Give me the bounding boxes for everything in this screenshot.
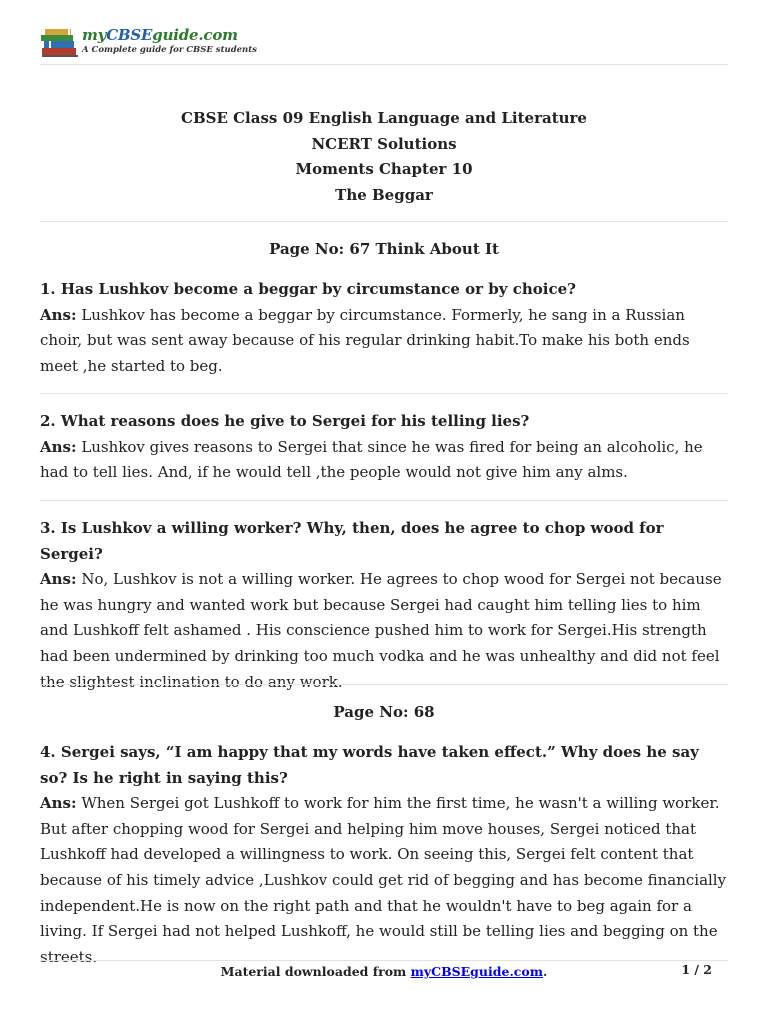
answer-4 [40, 791, 728, 970]
logo-tagline: A Complete guide for CBSE students [82, 45, 257, 55]
footer-divider [40, 960, 728, 961]
question-1: 1. Has Lushkov become a beggar by circumstance or by choice? [40, 280, 576, 298]
section-divider [40, 500, 728, 501]
answer-text: Lushkov has become a beggar by circumstance. Formerly, he sang in a Russian choir, but was sent away because of his regular drinking habit.To make his both ends meet ,he started to beg. [40, 305, 690, 375]
page-header [40, 26, 728, 62]
title-line-1: CBSE Class 09 English Language and Literature [181, 109, 587, 127]
title-line-2: NCERT Solutions [311, 134, 457, 153]
title-line-4: The Beggar [335, 185, 433, 204]
answer-2 [40, 435, 728, 486]
document-title [40, 106, 728, 208]
answer-text: No, Lushkov is not a willing worker. He agrees to chop wood for Sergei not because he was hungry and wanted work but because Sergei had caught him telling lies to him and Lushkoff felt ashamed . His conscience pushed him to work for Sergei.His strength had been undermined by drinking too much vodka and he was unhealthy and did not feel the slightest inclination to do any work. [40, 570, 722, 691]
document-page [40, 0, 728, 1024]
page-67-heading: Page No: 67 Think About It [269, 240, 499, 258]
question-block-3 [40, 516, 728, 695]
answer-label: Ans: [40, 305, 77, 324]
question-block-4 [40, 740, 728, 970]
answer-1 [40, 303, 728, 380]
question-3: 3. Is Lushkov a willing worker? Why, then, does he agree to chop wood for Sergei? [40, 519, 664, 563]
site-logo[interactable] [40, 26, 257, 62]
question-block-2 [40, 409, 728, 486]
header-divider [40, 64, 728, 65]
answer-text: When Sergei got Lushkoff to work for him the first time, he wasn't a willing worker. But after chopping wood for Sergei and helping him move houses, Sergei noticed that Lushkoff had developed a willingness to work. On seeing this, Sergei felt content that because of his timely advice ,Lushkov could get rid of begging and has become financially independent.He is now on the right path and that he wouldn't have to beg again for a living. If Sergei had not helped Lushkoff, he would still be telling lies and begging on the streets. [40, 794, 727, 966]
books-icon [40, 26, 80, 60]
logo-title: myCBSEguide.com [82, 26, 238, 44]
title-line-3: Moments Chapter 10 [295, 160, 473, 178]
footer-material-note: Material downloaded from myCBSEguide.com. [220, 964, 548, 979]
answer-label: Ans: [40, 437, 77, 456]
section-divider [40, 393, 728, 394]
section-divider [40, 221, 728, 222]
question-block-1 [40, 277, 728, 379]
footer-site-link[interactable]: myCBSEguide.com [410, 964, 543, 979]
answer-text: Lushkov gives reasons to Sergei that since he was fired for being an alcoholic, he had to tell lies. And, if he would tell ,the people would not give him any alms. [40, 437, 703, 482]
answer-label: Ans: [40, 794, 77, 813]
question-2: 2. What reasons does he give to Sergei for his telling lies? [40, 412, 530, 430]
section-divider [40, 684, 728, 685]
page-number: 1 / 2 [681, 962, 712, 977]
answer-label: Ans: [40, 570, 77, 589]
page-68-heading: Page No: 68 [333, 703, 435, 721]
question-4: 4. Sergei says, “I am happy that my words have taken effect.” Why does he say so? Is he right in saying this? [40, 743, 699, 787]
answer-3 [40, 567, 728, 695]
